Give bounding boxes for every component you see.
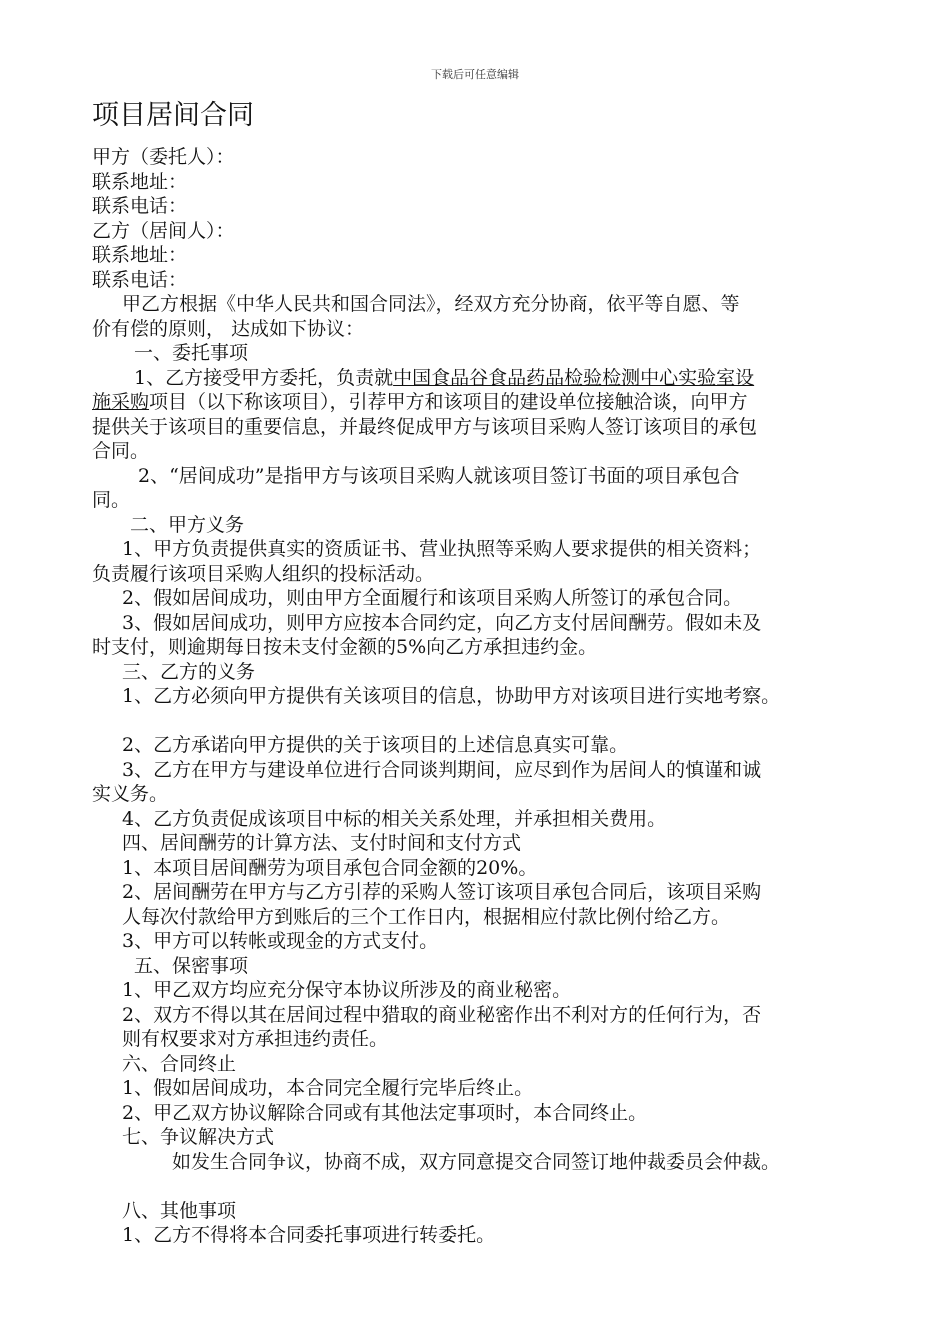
paragraph-line: 同。: [92, 489, 131, 511]
paragraph-line: [92, 366, 892, 391]
paragraph-line: 3、乙方在甲方与建设单位进行合同谈判期间，应尽到作为居间人的慎谨和诚: [122, 758, 762, 781]
paragraph-line: 4、乙方负责促成该项目中标的相关关系处理，并承担相关费用。: [122, 807, 667, 830]
paragraph-line: 1、假如居间成功，本合同完全履行完毕后终止。: [122, 1077, 534, 1099]
paragraph-line: 2、“居间成功”是指甲方与该项目采购人就该项目签订书面的项目承包合: [138, 464, 740, 487]
paragraph-line: 时支付，则逾期每日按未支付金额的5%向乙方承担违约金。: [92, 636, 598, 658]
paragraph-line: 1、甲乙双方均应充分保守本协议所涉及的商业秘密。: [122, 979, 572, 1001]
party-a: 甲方（委托人）：: [92, 146, 235, 168]
section-heading: 二、甲方义务: [130, 513, 245, 536]
section-heading: 四、居间酬劳的计算方法、支付时间和支付方式: [122, 832, 522, 854]
section-heading: 一、委托事项: [134, 342, 249, 364]
document-title: 项目居间合同: [92, 100, 254, 131]
section-heading: 三、乙方的义务: [122, 660, 256, 683]
text-run: 1、乙方接受甲方委托，负责就: [134, 366, 394, 389]
project-name-underlined: 中国食品谷食品药品检验检测中心实验室设: [393, 366, 755, 389]
project-name-underlined: 施采购: [92, 391, 150, 413]
paragraph-line: 2、假如居间成功，则由甲方全面履行和该项目采购人所签订的承包合同。: [122, 587, 743, 609]
party-b: 乙方（居间人）：: [92, 219, 235, 242]
paragraph-line: 2、双方不得以其在居间过程中猎取的商业秘密作出不利对方的任何行为，否: [122, 1003, 762, 1026]
paragraph-line: 2、乙方承诺向甲方提供的关于该项目的上述信息真实可靠。: [122, 734, 629, 756]
blank-line: [92, 1174, 892, 1199]
section-heading: 六、合同终止: [122, 1052, 237, 1075]
page-header: 下载后可任意编辑: [431, 68, 519, 81]
party-a-address: 联系地址：: [92, 170, 188, 193]
section-heading: 八、其他事项: [122, 1199, 237, 1222]
paragraph-line: 2、甲乙双方协议解除合同或有其他法定事项时，本合同终止。: [122, 1101, 648, 1124]
paragraph-line: 实义务。: [92, 783, 169, 805]
intro-line: 甲乙方根据《中华人民共和国合同法》，经双方充分协商，依平等自愿、等: [122, 293, 740, 315]
paragraph-line: 负责履行该项目采购人组织的投标活动。: [92, 562, 435, 585]
paragraph-line: 1、甲方负责提供真实的资质证书、营业执照等采购人要求提供的相关资料；: [122, 538, 762, 560]
party-b-phone: 联系电话：: [92, 268, 188, 291]
party-a-phone: 联系电话：: [92, 195, 188, 217]
paragraph-line: 人每次付款给甲方到账后的三个工作日内，根据相应付款比例付给乙方。: [122, 905, 731, 928]
paragraph-line: [92, 390, 892, 415]
section-heading: 五、保密事项: [134, 954, 249, 977]
section-heading: 七、争议解决方式: [122, 1126, 275, 1148]
paragraph-line: 合同。: [92, 440, 150, 462]
paragraph-line: 1、本项目居间酬劳为项目承包合同金额的20%。: [122, 856, 538, 879]
paragraph-line: 2、居间酬劳在甲方与乙方引荐的采购人签订该项目承包合同后，该项目采购: [122, 881, 762, 903]
text-run: 项目（以下称该项目），引荐甲方和该项目的建设单位接触洽谈，向甲方: [149, 391, 748, 413]
paragraph-line: 提供关于该项目的重要信息，并最终促成甲方与该项目采购人签订该项目的承包: [92, 415, 758, 438]
intro-line: 价有偿的原则， 达成如下协议：: [92, 317, 365, 340]
paragraph-line: 1、乙方不得将本合同委托事项进行转委托。: [122, 1224, 496, 1246]
paragraph-line: 则有权要求对方承担违约责任。: [122, 1028, 389, 1050]
paragraph-line: 3、假如居间成功，则甲方应按本合同约定，向乙方支付居间酬劳。假如未及: [122, 611, 762, 634]
blank-line: [92, 709, 892, 734]
party-b-address: 联系地址：: [92, 244, 188, 266]
paragraph-line: 如发生合同争议，协商不成，双方同意提交合同签订地仲裁委员会仲裁。: [172, 1150, 781, 1173]
paragraph-line: 1、乙方必须向甲方提供有关该项目的信息，协助甲方对该项目进行实地考察。: [122, 685, 781, 707]
document-body: [92, 145, 892, 1248]
paragraph-line: 3、甲方可以转帐或现金的方式支付。: [122, 930, 439, 952]
